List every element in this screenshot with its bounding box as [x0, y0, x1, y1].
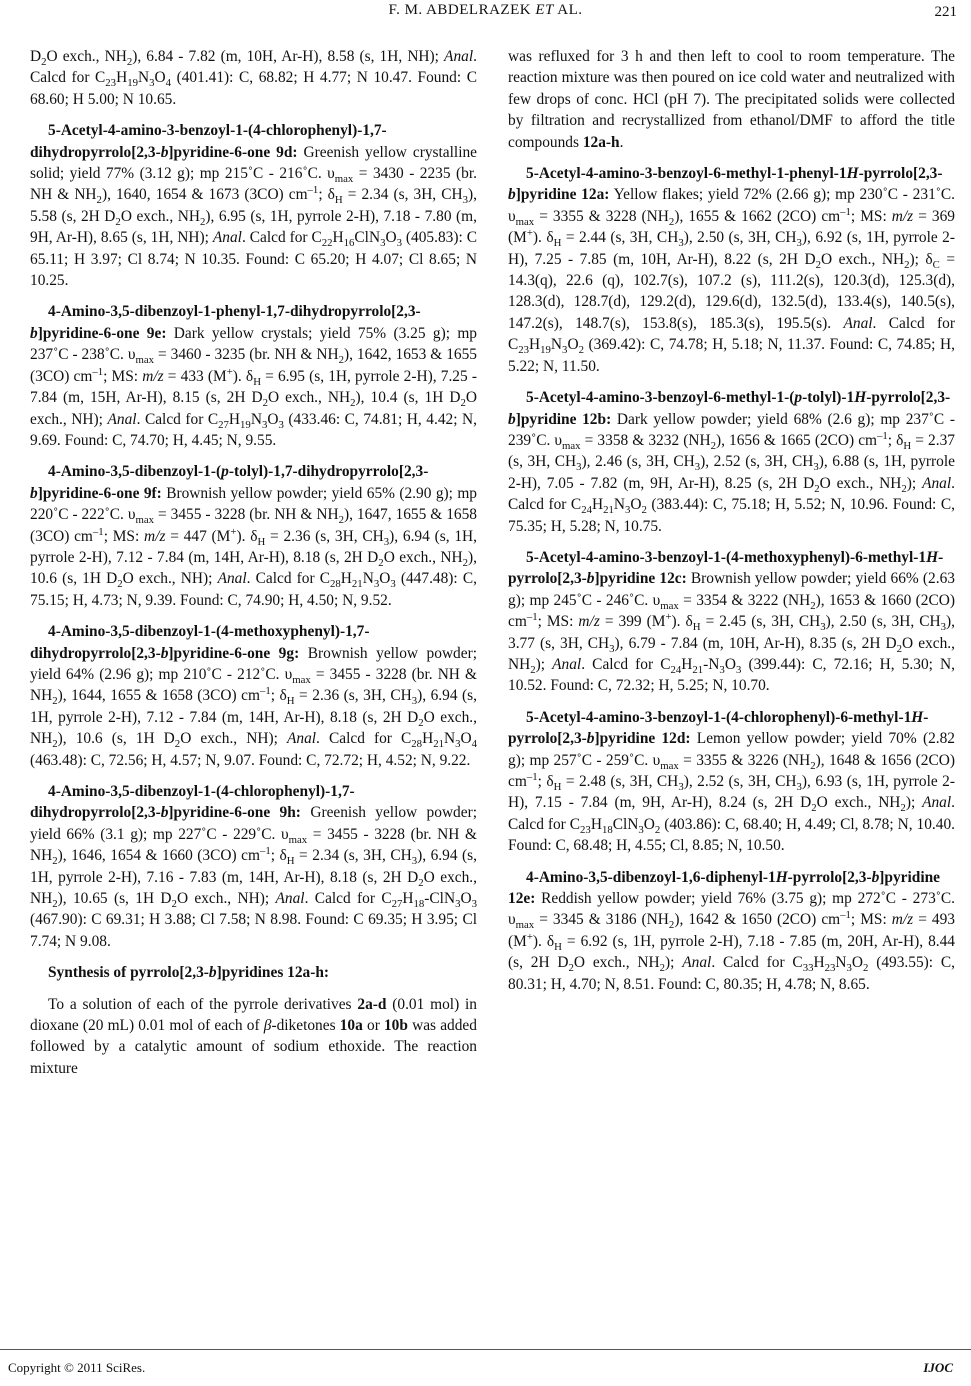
footer-copyright: Copyright © 2011 SciRes. [8, 1360, 146, 1375]
compound-9f-paragraph: 4-Amino-3,5-dibenzoyl-1-(p-tolyl)-1,7-dihydropyrrolo[2,3-b]pyridine-6-one 9f: Brownish yellow powder; yield 65% (2.90 g); mp 220˚C - 222˚C. $\upsilon_{max} = 3455 - 3228$ (br. NH & $NH_2$), 1647, 1655 & 1658 (3CO) $cm^{-1}$; MS: m/z = 447 (M+). $\delta_H = 2.36$ (s, 3H, $CH_3$), 6.94 (s, 1H, pyrrole 2-H), 7.12 - 7.84 (m, 14H, Ar-H), 8.18 (s, 2H $D_2O$ exch., $NH_2$), 10.6 (s, 1H $D_2O$ exch., NH); Anal. Calcd for $C_{28}H_{21}N_3O_3$ (447.48): C, 75.15; H, 4.73; N, 9.39. Found: C, 74.90; H, 4.50; N, 9.52. [30, 463, 478, 609]
footer-journal: IJOC [923, 1360, 953, 1375]
compound-12c-paragraph: 5-Acetyl-4-amino-3-benzoyl-1-(4-methoxyphenyl)-6-methyl-1H-pyrrolo[2,3-b]pyridine 12c: Brownish yellow powder; yield 66% (2.63 g); mp 245˚C - 246˚C. $\upsilon_{max} = 3354$ & 3222 $(NH_2)$, 1653 & 1660 (2CO) $cm^{-1}$; MS: m/z = 399 (M+). $\delta_H = 2.45$ (s, 3H, $CH_3$), 2.50 (s, 3H, $CH_3$), 3.77 (s, 3H, $CH_3$), 6.79 - 7.84 (m, 10H, Ar-H), 8.35 (s, 2H $D_2O$ exch., $NH_2$); Anal. Calcd for $C_{24}H_{21}-N_3O_3$ (399.44): C, 72.16; H, 5.30; N, 10.52. Found: C, 72.32; H, 5.25; N, 10.70. [508, 548, 955, 695]
compound-12d-paragraph: 5-Acetyl-4-amino-3-benzoyl-1-(4-chlorophenyl)-6-methyl-1H-pyrrolo[2,3-b]pyridine 12d: Lemon yellow powder; yield 70% (2.82 g); mp 257˚C - 259˚C. $\upsilon_{max} = 3355$ & 3226 $(NH_2)$, 1648 & 1656 (2CO) $cm^{-1}$; $\delta_H = 2.48$ (s, 3H, $CH_3$), 2.52 (s, 3H, $CH_3$), 6.93 (s, 1H, pyrrole 2-H), 7.15 - 7.84 (m, 9H, Ar-H), 8.24 (s, 2H $D_2O$ exch., $NH_2$); Anal. Calcd for $C_{23}H_{18}ClN_3O_2$ (403.86): C, 68.40; H, 4.49; Cl, 8.78; N, 10.40. Found: C, 68.48; H, 4.55; Cl, 8.85; N, 10.50. [508, 708, 956, 855]
left-column [30, 46, 477, 1089]
page-header [0, 0, 971, 34]
page-number: 221 [934, 4, 957, 20]
footer-divider [0, 1349, 971, 1350]
right-column [508, 46, 955, 1005]
section-heading-synthesis: Synthesis of pyrrolo[2,3-b]pyridines 12a-h: [48, 964, 330, 982]
synthesis-procedure-continuation: was refluxed for 3 h and then left to cool to room temperature. The reaction mixture was then poured on ice cold water and neutralized with few drops of conc. HCl (pH 7). The precipitated solids were collected by filtration and recrystallized from ethanol/DMF to afford the title compounds 12a-h. [508, 48, 955, 151]
compound-9e-paragraph: 4-Amino-3,5-dibenzoyl-1-phenyl-1,7-dihydropyrrolo[2,3-b]pyridine-6-one 9e: Dark yellow crystals; yield 75% (3.25 g); mp 237˚C - 238˚C. $\upsilon_{max} = 3460 - 3235$ (br. NH & $NH_2$), 1642, 1653 & 1655 (3CO) $cm^{-1}$; MS: m/z = 433 (M+). $\delta_H = 6.95$ (s, 1H, pyrrole 2-H), 7.25 - 7.84 (m, 15H, Ar-H), 8.15 (s, 2H $D_2O$ exch., $NH_2$), 10.4 (s, 1H $D_2O$ exch., NH); Anal. Calcd for $C_{27}H_{19}N_3O_3$ (433.46: C, 74.81; H, 4.42; N, 9.69. Found: C, 74.70; H, 4.45; N, 9.55. [30, 303, 478, 449]
running-head [0, 2, 971, 19]
compound-12b-paragraph: 5-Acetyl-4-amino-3-benzoyl-6-methyl-1-(p-tolyl)-1H-pyrrolo[2,3-b]pyridine 12b: Dark yellow powder; yield 68% (2.6 g); mp 237˚C - 239˚C. $\upsilon_{max} = 3358$ & 3232 $(NH_2)$, 1656 & 1665 (2CO) $cm^{-1}$; $\delta_H = 2.37$ (s, 3H, $CH_3$), 2.46 (s, 3H, $CH_3$), 2.52 (s, 3H, $CH_3$), 6.88 (s, 1H, pyrrole 2-H), 7.05 - 7.82 (m, 9H, Ar-H), 8.25 (s, 2H $D_2O$ exch., $NH_2$); Anal. Calcd for $C_{24}H_{21}N_3O_2$ (383.44): C, 75.18; H, 5.52; N, 10.96. Found: C, 75.35; H, 5.28; N, 10.75. [508, 389, 956, 535]
compound-12a-paragraph: 5-Acetyl-4-amino-3-benzoyl-6-methyl-1-phenyl-1H-pyrrolo[2,3-b]pyridine 12a: Yellow flakes; yield 72% (2.66 g); mp 230˚C - 231˚C. $\upsilon_{max} = 3355$ & 3228 $(NH_2)$, 1655 & 1662 (2CO) $cm^{-1}$; MS: m/z = 369 (M+). $\delta_H = 2.44$ (s, 3H, $CH_3$), 2.50 (s, 3H, $CH_3$), 6.92 (s, 1H, pyrrole 2-H), 7.25 - 7.85 (m, 10H, Ar-H), 8.22 (s, 2H $D_2O$ exch., $NH_2$); $\delta_C = 14.3(q)$, 22.6 (q), 102.7(s), 107.2 (s), 111.2(s), 120.3(d), 125.3(d), 128.3(d), 128.7(d), 129.2(d), 129.6(d), 132.5(d), 133.4(s), 140.5(s), 147.2(s), 148.7(s), 153.8(s), 185.3(s), 195.5(s). Anal. Calcd for $C_{23}H_{19}N_3O_2$ (369.42): C, 74.78; H, 5.18; N, 11.37. Found: C, 74.85; H, 5.22; N, 11.50. [508, 165, 956, 375]
compound-9h-paragraph: 4-Amino-3,5-dibenzoyl-1-(4-chlorophenyl)-1,7-dihydropyrrolo[2,3-b]pyridine-6-one 9h: Greenish yellow powder; yield 66% (3.1 g); mp 227˚C - 229˚C. $\upsilon_{max} = 3455 - 3228$ (br. NH & $NH_2$), 1646, 1654 & 1660 (3CO) $cm^{-1}$; $\delta_H = 2.34$ (s, 3H, $CH_3$), 6.94 (s, 1H, pyrrole 2-H), 7.16 - 7.83 (m, 14H, Ar-H), 8.18 (s, 2H $D_2O$ exch., $NH_2$), 10.65 (s, 1H $D_2O$ exch., NH); Anal. Calcd for $C_{27}H_{18}-ClN_3O_3$ (467.90): C 69.31; H 3.88; Cl 7.58; N 8.98. Found: C 69.35; H 3.95; Cl 7.74; N 9.08. [30, 783, 477, 950]
running-head-et: ET [535, 2, 554, 18]
compound-9g-paragraph: 4-Amino-3,5-dibenzoyl-1-(4-methoxyphenyl)-1,7-dihydropyrrolo[2,3-b]pyridine-6-one 9g: Brownish yellow powder; yield 64% (2.96 g); mp 210˚C - 212˚C. $\upsilon_{max} = 3455 - 3228$ (br. NH & $NH_2$), 1644, 1655 & 1658 (3CO) $cm^{-1}$; $\delta_H = 2.36$ (s, 3H, $CH_3$), 6.94 (s, 1H, pyrrole 2-H), 7.12 - 7.84 (m, 14H, Ar-H), 8.18 (s, 2H $D_2O$ exch., $NH_2$), 10.6 (s, 1H $D_2O$ exch., NH); Anal. Calcd for $C_{28}H_{21}N_3O_4$ (463.48): C, 72.56; H, 4.57; N, 9.07. Found: C, 72.72; H, 4.52; N, 9.22. [30, 623, 477, 769]
running-head-authors: F. M. ABDELRAZEK [388, 2, 532, 18]
compound-12e-paragraph: 4-Amino-3,5-dibenzoyl-1,6-diphenyl-1H-pyrrolo[2,3-b]pyridine 12e: Reddish yellow powder; yield 76% (3.75 g); mp 272˚C - 273˚C. $\upsilon_{max} = 3345$ & 3186 $(NH_2)$, 1642 & 1650 (2CO) $cm^{-1}$; MS: m/z = 493 (M+). $\delta_H = 6.92$ (s, 1H, pyrrole 2-H), 7.18 - 7.85 (m, 20H, Ar-H), 8.44 (s, 2H $D_2O$ exch., $NH_2$); Anal. Calcd for $C_{33}H_{23}N_3O_2$ (493.55): C, 80.31; H, 4.70; N, 8.51. Found: C, 80.35; H, 4.78; N, 8.65. [508, 868, 956, 993]
running-head-al: AL. [557, 2, 583, 18]
paragraph-continuation: $D_2O$ exch., $NH_2$), 6.84 - 7.82 (m, 10H, Ar-H), 8.58 (s, 1H, NH); Anal. Calcd for $C_{23}H_{19}N_3O_4$ (401.41): C, 68.82; H 4.77; N 10.47. Found: C 68.60; H 5.00; N 10.65. [30, 48, 477, 108]
compound-9d-paragraph: 5-Acetyl-4-amino-3-benzoyl-1-(4-chlorophenyl)-1,7-dihydropyrrolo[2,3-b]pyridine-6-one 9d: Greenish yellow crystalline solid; yield 77% (3.12 g); mp 215˚C - 216˚C. $\upsilon_{max} = 3430 - 2235$ (br. NH & $NH_2$), 1640, 1654 & 1673 (3CO) $cm^{-1}$; $\delta_H = 2.34$ (s, 3H, $CH_3$), 5.58 (s, 2H $D_2O$ exch., $NH_2$), 6.95 (s, 1H, pyrrole 2-H), 7.18 - 7.80 (m, 9H, Ar-H), 8.65 (s, 1H, NH); Anal. Calcd for $C_{22}H_{16}ClN_3O_3$ (405.83): C 65.11; H 3.97; Cl 8.74; N 10.35. Found: C 65.20; H 4.07; Cl 8.65; N 10.25. [30, 122, 477, 290]
synthesis-procedure-paragraph: To a solution of each of the pyrrole derivatives 2a-d (0.01 mol) in dioxane (20 mL) 0.01 mol of each of β-diketones 10a or 10b was added followed by a catalytic amount of sodium ethoxide. The reaction mixture [30, 995, 477, 1077]
